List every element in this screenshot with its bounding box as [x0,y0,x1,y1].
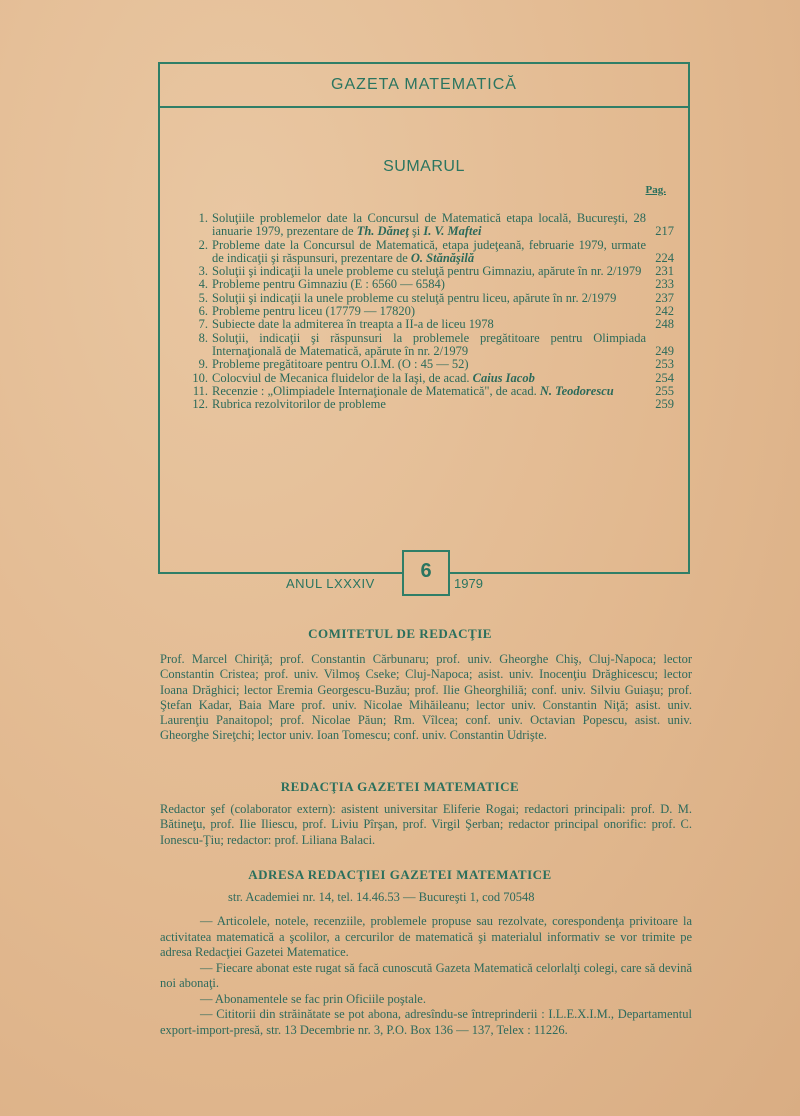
toc-entry-title [212,332,646,359]
toc-entry-page: 217 [655,224,674,239]
toc-entry-page: 233 [655,277,674,292]
toc-entry [180,212,674,239]
note-paragraph: — Cititorii din străinătate se pot abona, adresîndu-se întreprinderii : I.L.E.X.I.M., Departamentul export-import-presă, str. 13 Decembrie nr. 3, P.O. Box 136 — 137, Telex : 11226. [160,1007,692,1037]
toc-entry-text: Soluţii, indicaţii şi răspunsuri la problemele pregătitoare pentru Olimpiada Internaţională de Matematică, apărute în nr. 2/1979 [212,330,646,358]
toc-entry-author: N. Teodorescu [539,383,614,398]
toc-entry-page: 254 [655,370,674,385]
toc-entry-number: 7. [198,317,208,332]
toc-entry-title [212,318,646,331]
toc-entry-title [212,372,646,385]
summary-title: SUMARUL [383,158,465,175]
toc-entry-number: 10. [192,370,208,385]
toc-entry-text: Soluţii şi indicaţii la unele probleme cu steluţă pentru liceu, apărute în nr. 2/1979 [212,290,617,305]
toc-entry [180,398,674,411]
toc-entry-page: 259 [655,397,674,412]
note-paragraph: — Fiecare abonat este rugat să facă cunoscută Gazeta Matematică celorlalţi colegi, care să devină noi abonaţi. [160,960,692,990]
summary-frame [158,62,690,574]
toc-entry-number: 3. [198,264,208,279]
toc-entry-number: 2. [198,237,208,252]
toc-entry-text: Probleme pentru liceu (17779 — 17820) [212,304,416,319]
page-column-label: Pag. [645,184,666,196]
toc-entry-title [212,265,646,278]
toc-entry-text: Recenzie : „Olimpiadele Internaţionale de Matematică", de acad. [212,383,540,398]
editorial-text: Redactor şef (colaborator extern): asistent universitar Eliferie Rogai; redactori principali: prof. D. M. Bătineţu, prof. Ilie Iliescu, prof. Liviu Pîrşan, prof. Virgil Şerban; redactor principal onorific: prof. C. Ionescu-Ţiu; redactor: prof. Liliana Balaci. [160,802,692,847]
toc-entry-page: 231 [655,264,674,279]
issue-bar [158,560,690,600]
address-line: str. Academiei nr. 14, tel. 14.46.53 — Bucureşti 1, cod 70548 [228,890,535,904]
toc-entry [180,332,674,359]
address-heading: ADRESA REDACŢIEI GAZETEI MATEMATICE [248,867,552,882]
toc-entry-number: 8. [198,330,208,345]
committee-text: Prof. Marcel Chiriţă; prof. Constantin Cărbunaru; prof. univ. Gheorghe Chiş, Cluj-Napoca; lector Constantin Cristea; prof. univ. Vilmoş Cseke; Cluj-Napoca; asist. univ. Inocenţiu Drăghicescu; lector Ioana Drăghici; lector Eremia Georgescu-Buzău; prof. Ilie Gheorghiliă; conf. univ. Silviu Guiaşu; prof. Ştefan Kadar, Baia Mare prof. univ. Nicolae Mihăileanu; lector univ. Constantin Niţă; asist. univ. Laurenţiu Panaitopol; prof. Nicolae Păun; Rm. Vîlcea; conf. univ. Octavian Popescu, asist. univ. Gheorghe Sireţchi; lector univ. Ioan Tomescu; conf. univ. Constantin Udrişte. [160,652,692,743]
title-divider [160,106,688,108]
toc-entry-text: Soluţii şi indicaţii la unele probleme cu steluţă pentru Gimnaziu, apărute în nr. 2/1979 [212,264,642,279]
toc-entry-number: 12. [192,397,208,412]
toc-entry-page: 224 [655,250,674,265]
toc-entry-number: 5. [198,290,208,305]
toc-entry [180,385,674,398]
toc-entry-title [212,398,646,411]
toc-entry-author: O. Stănăşilă [410,250,475,265]
toc-entry-title [212,212,646,239]
volume-label: ANUL LXXXIV [286,576,375,591]
toc-entry [180,305,674,318]
note-paragraph: — Articolele, notele, recenziile, problemele propuse sau rezolvate, corespondenţa privitoare la activitatea matematică a şcolilor, a cercurilor de matematică şi materialul informativ se vor trimite pe adresa Redacţiei Gazetei Matematice. [160,914,692,959]
toc-entry-text: Probleme pentru Gimnaziu (E : 6560 — 6584) [212,277,445,292]
toc-entry-text: Subiecte date la admiterea în treapta a II-a de liceu 1978 [212,317,494,332]
toc-entry-text: Rubrica rezolvitorilor de probleme [212,397,386,412]
toc-entry [180,292,674,305]
toc-entry-text: Probleme pregătitoare pentru O.I.M. (O : 45 — 52) [212,357,469,372]
toc-entry-page: 248 [655,317,674,332]
notes-block [160,914,692,1038]
toc-entry-title [212,385,646,398]
issue-year: 1979 [454,576,483,591]
toc-entry-page: 249 [655,343,674,358]
toc-entry-number: 4. [198,277,208,292]
toc-entry-number: 11. [192,383,208,398]
toc-entry-page: 253 [655,357,674,372]
toc-entry-text: Colocviul de Mecanica fluidelor de la Iaşi, de acad. [212,370,473,385]
toc-entry [180,239,674,266]
toc-entry-number: 1. [198,211,208,225]
editorial-heading: REDACŢIA GAZETEI MATEMATICE [280,779,520,794]
toc-entry-joiner: şi [408,224,424,239]
toc-entry-author-2: I. V. Maftei [423,224,482,239]
toc-entry [180,318,674,331]
toc-entry-number: 9. [198,357,208,372]
toc-entry-title [212,292,646,305]
toc-entry [180,372,674,385]
toc-entry-author: Th. Dăneţ [356,224,409,239]
toc-entry-page: 237 [655,290,674,305]
toc-entry-author: Caius Iacob [472,370,535,385]
toc-entry [180,278,674,291]
toc-entry-page: 242 [655,304,674,319]
table-of-contents [180,212,674,411]
note-paragraph: — Abonamentele se fac prin Oficiile poştale. [200,991,426,1006]
toc-entry [180,358,674,371]
toc-entry-title [212,278,646,291]
toc-entry [180,265,674,278]
toc-entry-text: Probleme date la Concursul de Matematică, etapa judeţeană, februarie 1979, urmate de indicaţii şi răspunsuri, prezentare de [212,237,646,265]
toc-entry-title [212,358,646,371]
toc-entry-text: Soluţiile problemelor date la Concursul de Matematică etapa locală, Bucureşti, 28 ianuarie 1979, prezentare de [212,211,646,239]
toc-entry-number: 6. [198,304,208,319]
toc-entry-title [212,239,646,266]
committee-heading: COMITETUL DE REDACŢIE [308,626,492,641]
toc-entry-page: 255 [655,383,674,398]
toc-entry-title [212,305,646,318]
magazine-title: GAZETA MATEMATICĂ [331,76,517,93]
issue-number: 6 [402,550,450,596]
